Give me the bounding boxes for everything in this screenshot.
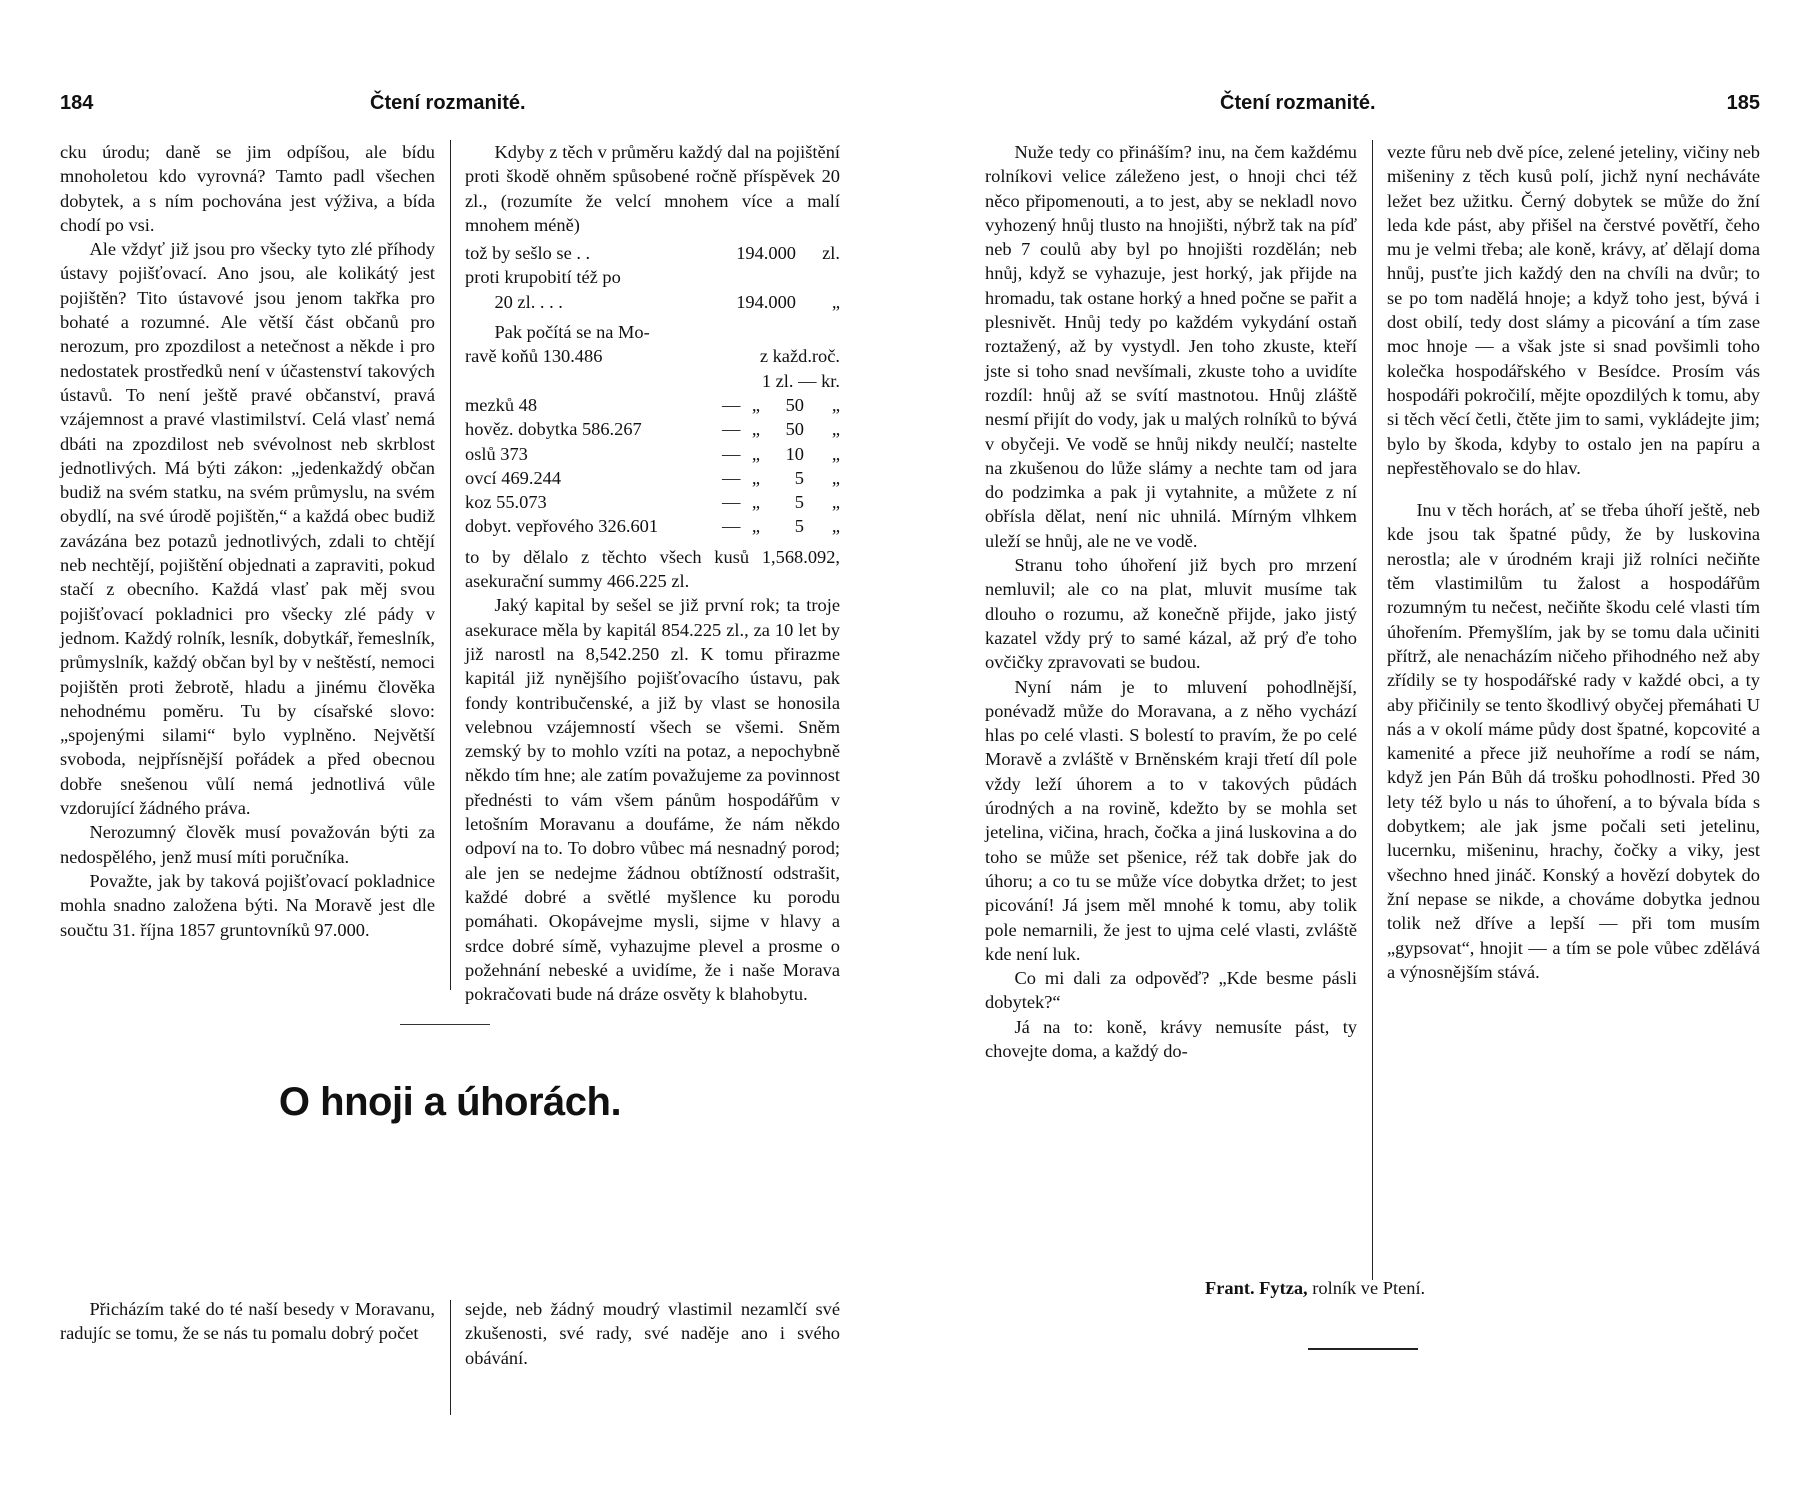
paragraph: vezte fůru neb dvě píce, zelené jeteliny, vičiny neb mišeniny z těch kusů polí, jichž nyní necháváte ležet bez užitku. Černý dobytek se může do žní leda kde pást, aby přišel na čerstvé povětří, čeho mu je velmi třeba; ale koně, krávy, ať dělají doma hnůj, pusťte jich každý den na chvíli na dvůr; to se po tom nadělá hnoje; a když toho jest, bývá i dost obilí, tedy dost slámy a picování a tím zase moc hnoje — a však jste si snad povšimli toho kolečka hospodářského v Besídce. Prosím vás hospodáři pokročilí, mějte opozdilých k tomu, aby si těch věcí četli, čtěte jim to sami, vykládejte jim; bylo by škoda, kdyby to ostalo jen na papíru a nepřestěhovalo se do hlav. <box>1387 142 1760 478</box>
section-divider <box>400 1024 490 1025</box>
livestock-intro: Pak počítá se na Mo- <box>494 322 650 343</box>
livestock-row: koz 55.073 — „ 5 „ <box>465 492 840 513</box>
livestock-subhead: 1 zl. — kr. <box>761 370 840 391</box>
running-title: Čtení rozmanité. <box>370 92 526 114</box>
text-column-2 <box>465 140 840 1006</box>
paragraph: to by dělalo z těchto všech kusů 1,568.092, asekurační summy 466.225 zl. <box>465 546 840 592</box>
end-rule <box>1308 1348 1418 1350</box>
insurance-sums <box>465 241 840 314</box>
running-title: Čtení rozmanité. <box>1220 92 1376 114</box>
article-column-1 <box>60 1297 435 1346</box>
livestock-row: ovcí 469.244 — „ 5 „ <box>465 467 840 488</box>
sum-row: tož by sešlo se . . 194.000 zl. <box>465 243 840 264</box>
page-number: 185 <box>1726 92 1760 114</box>
paragraph: Já na to: koně, krávy nemusíte pást, ty chovejte doma, a každý do- <box>985 1016 1357 1061</box>
author-signature <box>1205 1278 1425 1299</box>
paragraph: Nyní nám je to mluvení pohodlnější, ponévadž může do Moravana, a z něho vychází hlas po celé vlasti. S bolestí to pravím, že po celé Moravě a zvláště v Brněnském kraji třetí díl pole vždy leží úhorem a to v takových půdách úrodných a na rovině, kdežto by se mohla set jetelina, vičina, hrach, čočka a jiná luskovina a do toho se může set pšenice, réž tak dobře jak do úhoru; a co tu se může více dobytka držet; to jest picování! Já jsem měl mnohé k tomu, aby tolik pole nemarnili, že jest to ujma celé vlasti, zvláště kde není luk. <box>985 676 1357 964</box>
paragraph: cku úrodu; daně se jim odpíšou, ale bídu mnoholetou kdo vyrovná? Tamto padl všechen dobytek, a s ním pochována jest výživa, a bída chodí po vsi. <box>60 142 435 235</box>
running-head <box>60 92 840 122</box>
livestock-row: dobyt. vepřového 326.601 — „ 5 „ <box>465 516 840 537</box>
column-rule <box>450 140 451 990</box>
paragraph: Co mi dali za odpověď? „Kde besme pásli dobytek?“ <box>985 968 1357 1013</box>
livestock-row: oslů 373 — „ 10 „ <box>465 443 840 464</box>
sum-row: proti krupobití též po <box>465 267 621 288</box>
livestock-row: hověz. dobytka 586.267 — „ 50 „ <box>465 419 840 440</box>
column-rule <box>1372 140 1373 1280</box>
sum-row: 20 zl. . . . 194.000 „ <box>494 291 840 312</box>
paragraph: Považte, jak by taková pojišťovací pokladnice mohla snadno založena býti. Na Moravě jest dle součtu 31. října 1857 gruntovníků 97.000. <box>60 870 435 940</box>
text-column-1 <box>60 140 435 942</box>
author-description: rolník ve Ptení. <box>1312 1278 1426 1298</box>
left-page <box>60 0 840 1500</box>
paragraph: Ale vždyť již jsou pro všecky tyto zlé příhody ústavy pojišťovací. Ano jsou, ale kolikátý jest pojištěn? Tito ústavové jsou jenom takřka pro bohaté a rozumné. Ale větší část občanů pro nerozum, pro zpozdilost a netečnost a někde i pro nedostatek prostředků není v účastenství takových ústavů. To není ještě pravé občanství, pravá vzájemnost a pravé vlastimilství. Celá vlasť nemá dbáti na zpozdilost neb svévolnost neb skrblost jednotlivých. Má býti zákon: „jedenkaždý občan budiž na svém statku, na svém průmyslu, na svém obydlí, na své úrodě pojištěn,“ a každá obec budiž zavázána bez potazů jednotlivých, zdali to chtějí neb nechtějí, pojištění objednati a zapraviti, pokud stačí z obecního. Každá vlasť pak měj svou pojišťovací pokladnici pro všecky zlé pády v jednom. Každý rolník, lesník, dobytkář, řemeslník, průmyslník, každý občan byl by v neštěstí, nemoci pojištěn proti žebrotě, hladu a jinému člověka nehodnému poměru. Tu by císařské slovo: „spojenými silami“ bylo vyplněno. Největší svoboda, nejpřísnější pořádek a před obecnou dobře snešenou vůlí nemá jednotlivá vůle vzdorující žádného práva. <box>60 239 435 819</box>
text-column-2 <box>1387 140 1760 984</box>
paragraph: Nuže tedy co přináším? inu, na čem každému rolníkovi velice záleženo jest, o hnoji chci též něco připomenouti, a to jest, aby se nekladl novo vyhozený hnůj tlusto na hnojišti, nýbrž tak na píď neb 7 coulů aby byl po hnojišti rozdělán; neb hnůj, když se vyhazuje, jest horký, jak přijde na hromadu, tak ostane horký a hned počne se pařit a plesnivět. Hnůj tedy po každém vykydání ostaň roztažený, až by vystydl. Jen toho zkuste, kteří jste si toho snad nevšímali, zkuste toho a uvidíte rozdíl: hnůj až se svítí mastnotou. Hnůj zláště nesmí přijít do vody, jak u malých rolníků to bývá v obyčeji. Ve vodě se hnůj nikdy neulčí; nastelte na zkušenou do lůže slámy a nechte tam od jara do podzimka a pak ji vytahnite, a můžete z ní obřísla dělat, není nic uhnilá. Mírným vlhkem uleží se hnůj, ale ne ve vodě. <box>985 142 1357 551</box>
article-column-2 <box>465 1297 840 1370</box>
paragraph: Stranu toho úhoření již bych pro mrzení nemluvil; ale co na plat, mluvit musíme tak dlouho o rozumu, až konečně přijde, jako jistý kazatel vždy prý to samé kázal, až prý ďe toho ovčičky zpravovati se budou. <box>985 555 1357 673</box>
paragraph: Kdyby z těch v průměru každý dal na pojištění proti škodě ohněm spůsobené ročně příspěvek 20 zl., (rozumíte že velcí mnohem více a malí mnohem méně) <box>465 142 840 235</box>
paragraph: Jaký kapital by sešel se již první rok; ta troje asekurace měla by kapitál 854.225 zl., za 10 let by již narostl na 8,542.250 zl. K tomu přirazme kapitál již nynějšího pojišťovacího ústavu, pak fondy kontribučenské, a již by vlast se honosila velebnou vzájemností všech se všemi. Sněm zemský by to mohlo vzíti na potaz, a nepochybně někdo tím hne; ale zatím považujeme za povinnost přednésti to vám všem pánům hospodářům v letošním Moravanu a doufáme, že nám někdo odpoví na to. To dobro vůbec má nesnadný porod; ale jen se nedejme žádnou obtížností odstrašit, každé dobré a světlé myšlence ku porodu pomáhati. Okopávejme mysli, sijme v hlavy a srdce dobré símě, vyhazujme plevel a prosme o požehnání nebeské a uvidíme, že i naše Morava pokračovati bude ná dráze osvěty k blahobytu. <box>465 595 840 1005</box>
right-page <box>985 0 1760 1500</box>
paragraph: Nerozumný člověk musí považován býti za nedospělého, jenž musí míti poručníka. <box>60 822 435 867</box>
column-rule <box>450 1300 451 1415</box>
livestock-table <box>465 320 840 539</box>
livestock-rows <box>465 393 840 539</box>
page-number: 184 <box>60 92 94 114</box>
text-column-1 <box>985 140 1357 1063</box>
paragraph: Inu v těch horách, ať se třeba úhoří ještě, neb kde jsou tak špatné půdy, že by luskovina nerostla; ale v úrodném kraji již rolníci nečiňte těm vlastimilům tu žalost a hospodářům rozumným tu nečest, nečiňte škodu celé vlasti tím úhořením. Přemyšlím, jak by se tomu dala učiniti přítrž, ale nenacházím ničeho přihodného než aby zřídily se ty hospodářské rady v každé obci, a ty aby přičinily se tento škodlivý obyčej přemáhati U nás a v okolí máme půdy dost špatné, kopcovité a kamenité a přece již neuhoříme a rodí se nám, když jen Pán Bůh dá trošku pohodlnosti. Před 30 lety též bylo u nás to úhoření, a to bývala bída s dobytkem; ale jak jsme počali seti jetelinu, lucernku, mišeninu, hrachy, čočky a viky, jest všechno hned jináč. Konský a hovězí dobytek do žní nepase se nikde, a chováme dobytka jednou tolik než dříve a lepší — při tom musím „gypsovat“, hnojit — a tím se pole vůbec zdělává a výnosnějším stává. <box>1387 500 1760 982</box>
running-head <box>985 92 1760 122</box>
livestock-row: mezků 48 — „ 50 „ <box>465 394 840 415</box>
paragraph: Přicházím také do té naší besedy v Moravanu, radujíc se tomu, že se nás tu pomalu dobrý počet <box>60 1299 435 1344</box>
article-title: O hnoji a úhorách. <box>278 1080 622 1124</box>
livestock-intro: ravě koňů 130.486 z každ.roč. <box>465 346 840 367</box>
author-name: Frant. Fytza, <box>1205 1278 1308 1298</box>
paragraph: sejde, neb žádný moudrý vlastimil nezamlčí své zkušenosti, své rady, své naděje ano i svého obávání. <box>465 1299 840 1368</box>
